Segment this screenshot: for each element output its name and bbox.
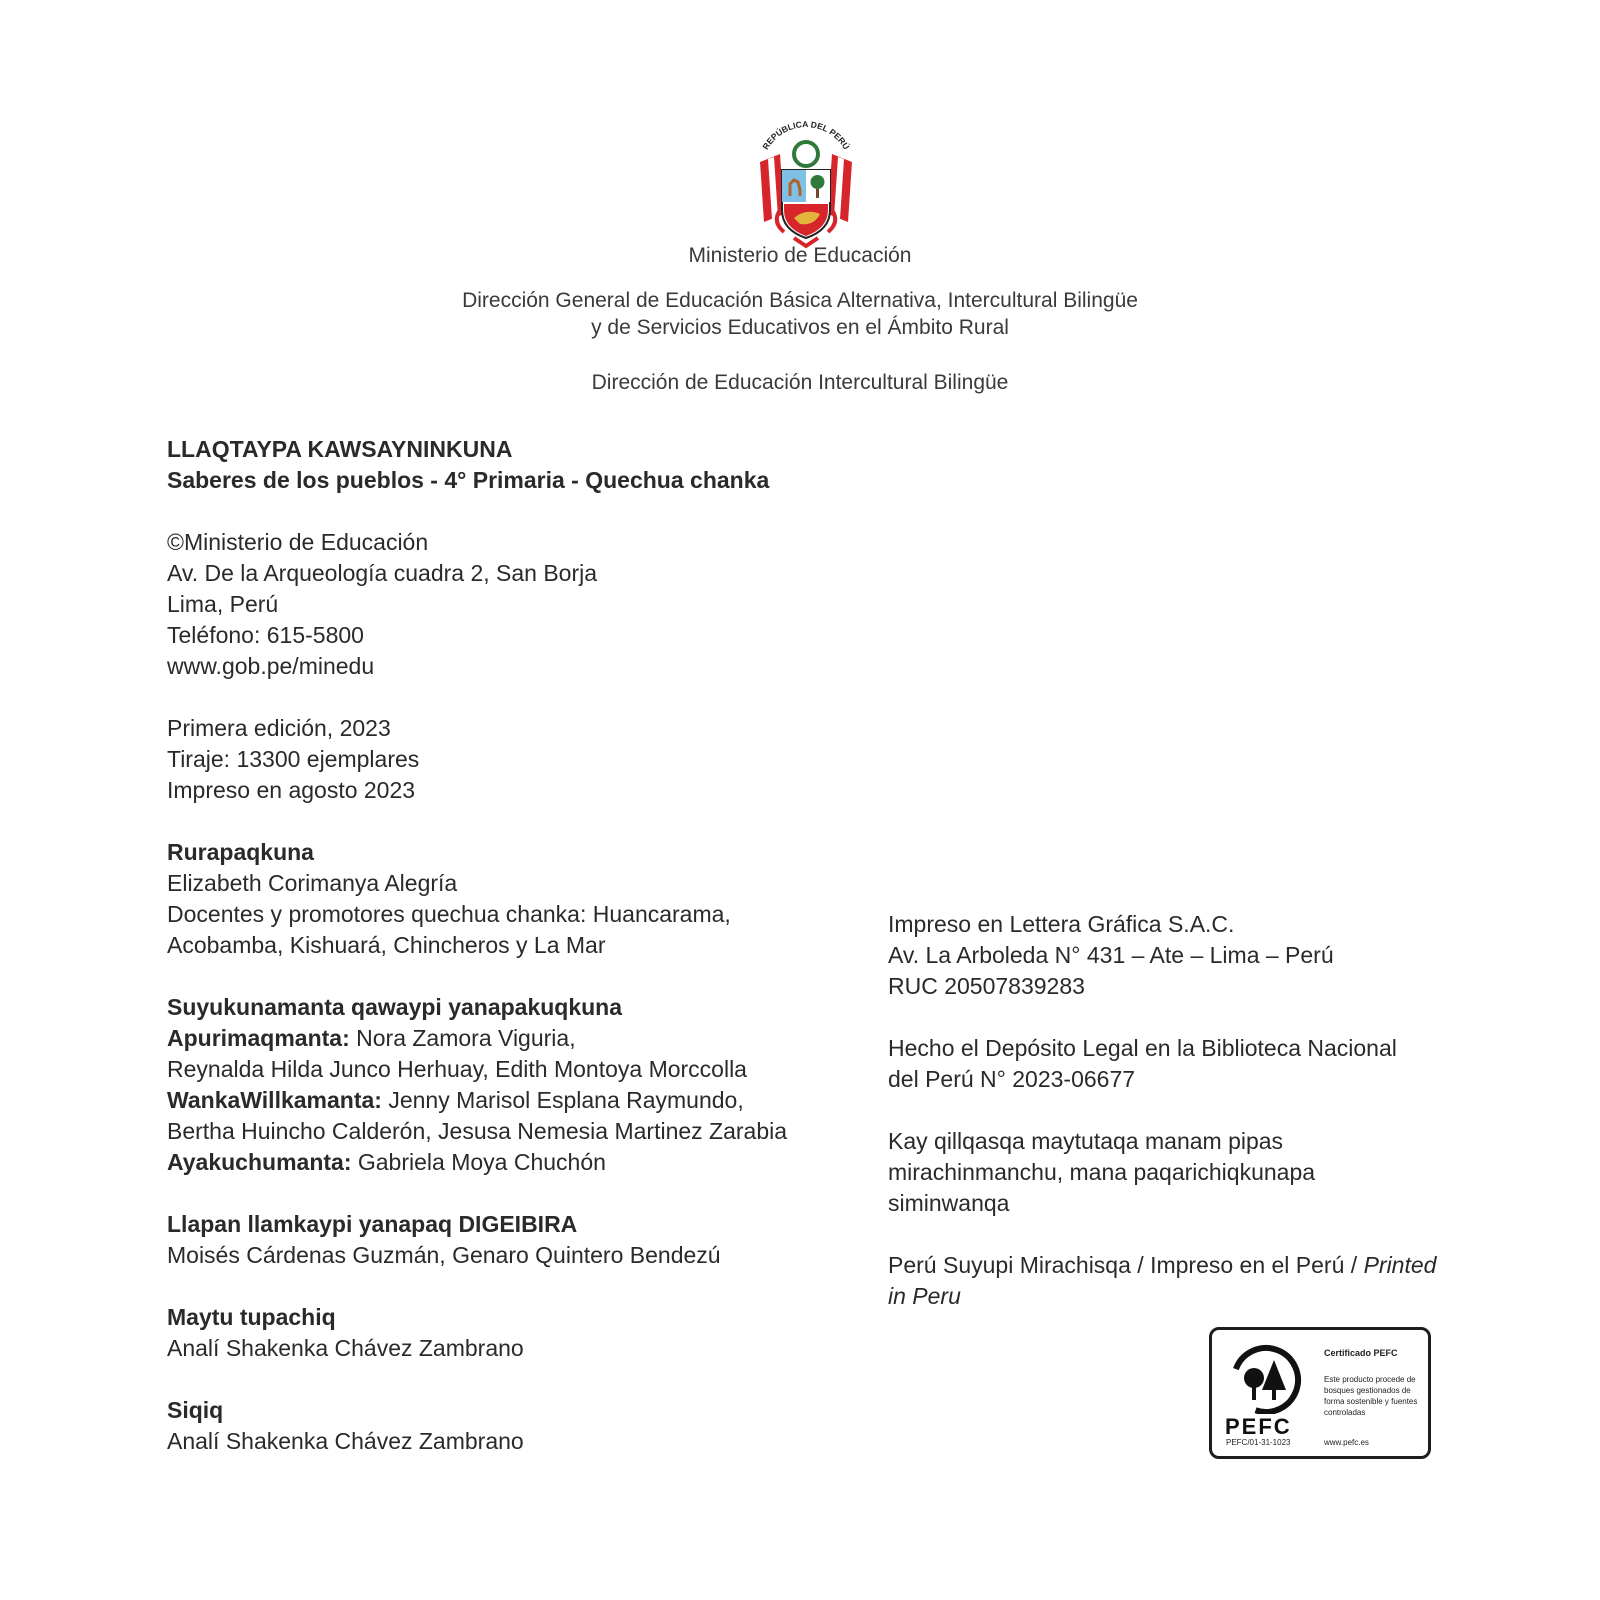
printed-in-italic-2: in Peru [888, 1283, 961, 1309]
wanka-names: Jenny Marisol Esplana Raymundo, [381, 1087, 744, 1113]
peru-coat-of-arms [750, 118, 862, 250]
deposit-line1: Hecho el Depósito Legal en la Biblioteca Nacional [888, 1035, 1397, 1061]
design-name: Analí Shakenka Chávez Zambrano [167, 1335, 524, 1361]
apurimac-label: Apurimaqmanta: [167, 1025, 350, 1051]
publisher-phone: Teléfono: 615-5800 [167, 622, 364, 648]
printed-in-italic: Printed [1363, 1252, 1437, 1278]
printed-in-text: Perú Suyupi Mirachisqa / Impreso en el Perú / [888, 1252, 1364, 1278]
reviewers-wanka-2: Bertha Huincho Calderón, Jesusa Nemesia Martinez Zarabia [167, 1118, 788, 1144]
publisher-address: Av. De la Arqueología cuadra 2, San Borja [167, 560, 598, 586]
ayacucho-label: Ayakuchumanta: [167, 1149, 352, 1175]
pefc-certificate [1209, 1327, 1431, 1459]
illustration-heading: Siqiq [167, 1397, 224, 1423]
design-heading: Maytu tupachiq [167, 1304, 336, 1330]
ayacucho-names: Gabriela Moya Chuchón [351, 1149, 606, 1175]
left-column [167, 434, 827, 1457]
apurimac-names: Nora Zamora Viguria, [349, 1025, 576, 1051]
direccion-general-line1: Dirección General de Educación Básica Alternativa, Intercultural Bilingüe [462, 289, 1138, 312]
pefc-logo-icon [1228, 1344, 1304, 1414]
printer-name: Impreso en Lettera Gráfica S.A.C. [888, 911, 1235, 937]
direccion-eib: Dirección de Educación Intercultural Bilingüe [591, 371, 1009, 394]
print-run: Tiraje: 13300 ejemplares [167, 746, 420, 772]
deposit-line2: del Perú N° 2023-06677 [888, 1066, 1136, 1092]
printed-in-line2 [888, 1281, 1448, 1312]
reviewers-apurimac [167, 1023, 827, 1054]
copyright: ©Ministerio de Educación [167, 529, 429, 555]
svg-text:REPÚBLICA DEL PERÚ [760, 119, 852, 151]
publisher-city: Lima, Perú [167, 591, 279, 617]
reviewers-heading: Suyukunamanta qawaypi yanapakuqkuna [167, 994, 623, 1020]
ministry-name: Ministerio de Educación [688, 244, 912, 267]
authors-line2: Acobamba, Kishuará, Chincheros y La Mar [167, 932, 606, 958]
book-subtitle: Saberes de los pueblos - 4° Primaria - Quechua chanka [167, 467, 770, 493]
pefc-text: Este producto procede de bosques gestionados de forma sostenible y fuentes controladas [1324, 1375, 1418, 1417]
notice-line1: Kay qillqasqa maytutaqa manam pipas [888, 1128, 1284, 1154]
authors-line1: Docentes y promotores quechua chanka: Huancarama, [167, 901, 731, 927]
notice-line2: mirachinmanchu, mana paqarichiqkunapa [888, 1159, 1316, 1185]
reviewers-ayacucho [167, 1147, 827, 1178]
support-heading: Llapan llamkaypi yanapaq DIGEIBIRA [167, 1211, 578, 1237]
author-name: Elizabeth Corimanya Alegría [167, 870, 458, 896]
printer-address: Av. La Arboleda N° 431 – Ate – Lima – Perú [888, 942, 1334, 968]
publisher-web: www.gob.pe/minedu [167, 653, 375, 679]
pefc-web: www.pefc.es [1324, 1438, 1369, 1447]
pefc-code: PEFC/01-31-1023 [1226, 1438, 1291, 1447]
support-names: Moisés Cárdenas Guzmán, Genaro Quintero Bendezú [167, 1242, 721, 1268]
direccion-general-line2: y de Servicios Educativos en el Ámbito Rural [591, 316, 1009, 339]
edition: Primera edición, 2023 [167, 715, 391, 741]
right-column [888, 909, 1448, 1312]
reviewers-wanka [167, 1085, 827, 1116]
reviewers-apurimac-2: Reynalda Hilda Junco Herhuay, Edith Montoya Morccolla [167, 1056, 747, 1082]
printed-in-line1 [888, 1250, 1448, 1281]
print-date: Impreso en agosto 2023 [167, 777, 416, 803]
printer-ruc: RUC 20507839283 [888, 973, 1085, 999]
pefc-title: Certificado PEFC [1324, 1348, 1398, 1358]
notice-line3: siminwanqa [888, 1190, 1010, 1216]
wanka-label: WankaWillkamanta: [167, 1087, 382, 1113]
book-title: LLAQTAYPA KAWSAYNINKUNA [167, 436, 513, 462]
authors-heading: Rurapaqkuna [167, 839, 314, 865]
seal-text: REPÚBLICA DEL PERÚ [760, 119, 852, 152]
illustration-name: Analí Shakenka Chávez Zambrano [167, 1428, 524, 1454]
pefc-logo-word: PEFC [1225, 1414, 1292, 1439]
